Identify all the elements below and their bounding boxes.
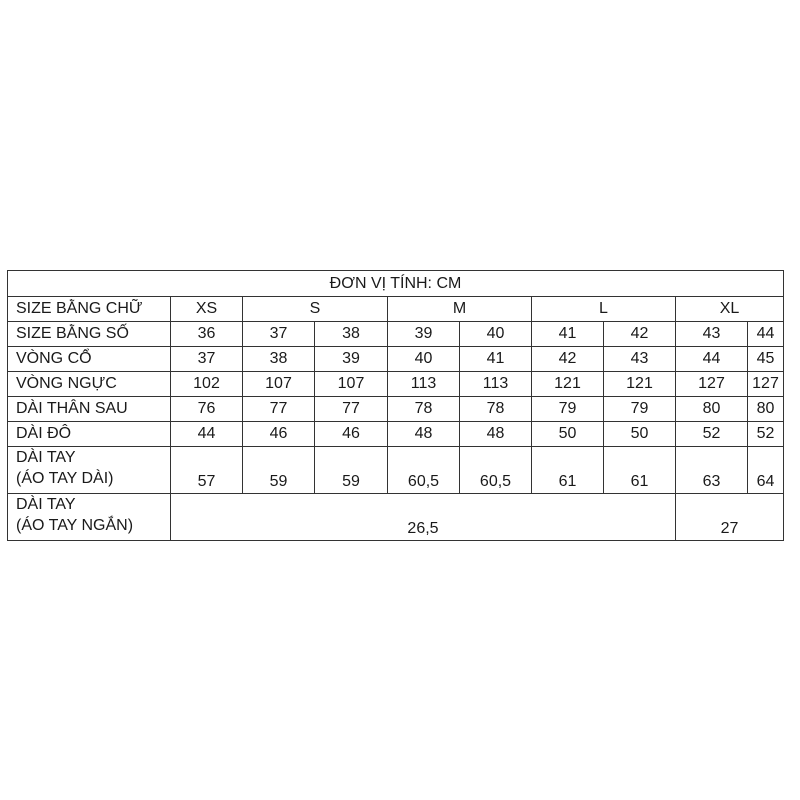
shoulder-cell: 46 bbox=[243, 422, 315, 447]
long-sleeve-row bbox=[8, 447, 784, 494]
short-sleeve-label-line1: DÀI TAY bbox=[16, 496, 76, 513]
short-sleeve-value-xl: 27 bbox=[676, 494, 784, 541]
long-sleeve-cell: 59 bbox=[243, 447, 315, 494]
size-number-cell: 37 bbox=[243, 322, 315, 347]
long-sleeve-cell: 60,5 bbox=[388, 447, 460, 494]
long-sleeve-cell: 57 bbox=[171, 447, 243, 494]
shoulder-cell: 48 bbox=[460, 422, 532, 447]
chest-cell: 121 bbox=[604, 372, 676, 397]
size-number-cell: 44 bbox=[748, 322, 784, 347]
short-sleeve-value-xs-l: 26,5 bbox=[171, 494, 676, 541]
size-number-row bbox=[8, 322, 784, 347]
back-length-cell: 80 bbox=[748, 397, 784, 422]
chest-cell: 127 bbox=[748, 372, 784, 397]
shoulder-cell: 48 bbox=[388, 422, 460, 447]
shoulder-cell: 52 bbox=[676, 422, 748, 447]
neck-row bbox=[8, 347, 784, 372]
size-letter-label: SIZE BẰNG CHỮ bbox=[8, 297, 171, 322]
back-length-cell: 78 bbox=[460, 397, 532, 422]
long-sleeve-cell: 59 bbox=[315, 447, 388, 494]
long-sleeve-label-line2: (ÁO TAY DÀI) bbox=[16, 470, 114, 487]
shoulder-cell: 44 bbox=[171, 422, 243, 447]
shoulder-label: DÀI ĐÔ bbox=[8, 422, 171, 447]
shoulder-cell: 52 bbox=[748, 422, 784, 447]
neck-cell: 37 bbox=[171, 347, 243, 372]
long-sleeve-cell: 63 bbox=[676, 447, 748, 494]
long-sleeve-cell: 61 bbox=[532, 447, 604, 494]
chest-cell: 113 bbox=[388, 372, 460, 397]
chest-cell: 113 bbox=[460, 372, 532, 397]
long-sleeve-label-line1: DÀI TAY bbox=[16, 449, 76, 466]
unit-row bbox=[8, 271, 784, 297]
chest-label: VÒNG NGỰC bbox=[8, 372, 171, 397]
size-letter-s: S bbox=[243, 297, 388, 322]
back-length-cell: 77 bbox=[243, 397, 315, 422]
shoulder-cell: 50 bbox=[532, 422, 604, 447]
neck-cell: 39 bbox=[315, 347, 388, 372]
short-sleeve-row bbox=[8, 494, 784, 541]
shoulder-row bbox=[8, 422, 784, 447]
neck-cell: 41 bbox=[460, 347, 532, 372]
size-number-cell: 41 bbox=[532, 322, 604, 347]
chest-cell: 102 bbox=[171, 372, 243, 397]
back-length-cell: 79 bbox=[532, 397, 604, 422]
chest-row bbox=[8, 372, 784, 397]
size-number-cell: 38 bbox=[315, 322, 388, 347]
size-number-cell: 43 bbox=[676, 322, 748, 347]
neck-cell: 43 bbox=[604, 347, 676, 372]
shoulder-cell: 46 bbox=[315, 422, 388, 447]
size-letter-l: L bbox=[532, 297, 676, 322]
size-number-cell: 42 bbox=[604, 322, 676, 347]
size-letter-xl: XL bbox=[676, 297, 784, 322]
size-number-cell: 39 bbox=[388, 322, 460, 347]
size-letter-row bbox=[8, 297, 784, 322]
size-chart-table bbox=[7, 270, 784, 541]
chest-cell: 121 bbox=[532, 372, 604, 397]
back-length-label: DÀI THÂN SAU bbox=[8, 397, 171, 422]
short-sleeve-label bbox=[8, 494, 171, 541]
neck-cell: 45 bbox=[748, 347, 784, 372]
unit-label: ĐƠN VỊ TÍNH: CM bbox=[8, 271, 784, 297]
chest-cell: 107 bbox=[315, 372, 388, 397]
neck-label: VÒNG CỔ bbox=[8, 347, 171, 372]
back-length-cell: 80 bbox=[676, 397, 748, 422]
back-length-cell: 76 bbox=[171, 397, 243, 422]
short-sleeve-label-line2: (ÁO TAY NGẮN) bbox=[16, 517, 134, 534]
long-sleeve-cell: 60,5 bbox=[460, 447, 532, 494]
size-number-cell: 40 bbox=[460, 322, 532, 347]
back-length-cell: 78 bbox=[388, 397, 460, 422]
size-letter-xs: XS bbox=[171, 297, 243, 322]
neck-cell: 42 bbox=[532, 347, 604, 372]
chest-cell: 127 bbox=[676, 372, 748, 397]
chest-cell: 107 bbox=[243, 372, 315, 397]
neck-cell: 44 bbox=[676, 347, 748, 372]
long-sleeve-label bbox=[8, 447, 171, 494]
neck-cell: 38 bbox=[243, 347, 315, 372]
neck-cell: 40 bbox=[388, 347, 460, 372]
long-sleeve-cell: 64 bbox=[748, 447, 784, 494]
back-length-row bbox=[8, 397, 784, 422]
size-letter-m: M bbox=[388, 297, 532, 322]
size-number-label: SIZE BẰNG SỐ bbox=[8, 322, 171, 347]
back-length-cell: 79 bbox=[604, 397, 676, 422]
long-sleeve-cell: 61 bbox=[604, 447, 676, 494]
size-number-cell: 36 bbox=[171, 322, 243, 347]
shoulder-cell: 50 bbox=[604, 422, 676, 447]
back-length-cell: 77 bbox=[315, 397, 388, 422]
